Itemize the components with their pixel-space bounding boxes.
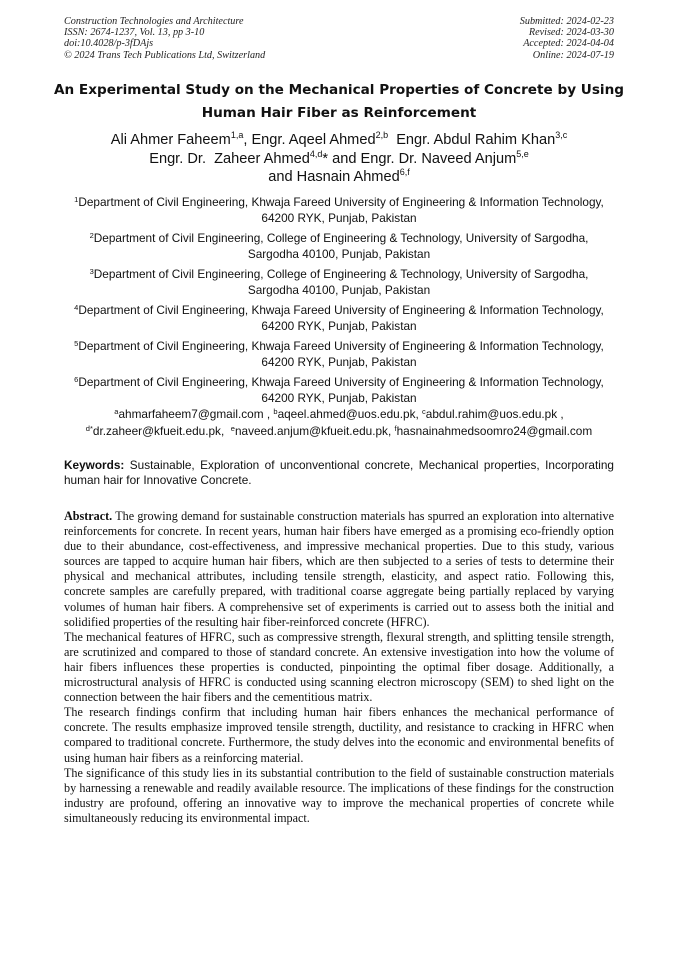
affiliation-sup: 5 xyxy=(74,339,79,348)
email-sep: , xyxy=(557,407,564,421)
revised-date: Revised: 2024-03-30 xyxy=(528,27,614,39)
email-sep: , xyxy=(263,407,274,421)
author-name: Engr. Abdul Rahim Khan xyxy=(396,132,556,148)
affiliation-list xyxy=(64,194,614,410)
issn-line: ISSN: 2674-1237, Vol. 13, pp 3-10 xyxy=(64,27,205,39)
affiliation-3 xyxy=(64,266,614,298)
email-sup: b xyxy=(273,407,278,416)
affiliation-text: Department of Civil Engineering, Khwaja Fareed University of Engineering & Information Technology, 64200 RYK, Punjab, Pakistan xyxy=(78,195,604,225)
author-list xyxy=(40,131,638,187)
author-line-1 xyxy=(40,131,638,150)
email-sup: f xyxy=(394,423,397,433)
affiliation-text: Department of Civil Engineering, College of Engineering & Technology, University of Sargodha, Sargodha 40100, Punjab, Pakistan xyxy=(93,267,589,297)
author-name: Engr. Dr. Naveed Anjum xyxy=(360,150,517,167)
email-link-e[interactable]: naveed.anjum@kfueit.edu.pk xyxy=(234,423,388,438)
author-line-2 xyxy=(40,150,638,169)
email-sep: , xyxy=(415,407,423,421)
affiliation-2 xyxy=(64,230,614,262)
title-line-2: Human Hair Fiber as Reinforcement xyxy=(201,105,477,121)
author-sep: , xyxy=(243,132,252,148)
copyright-line: © 2024 Trans Tech Publications Ltd, Switzerland xyxy=(64,49,266,61)
author-sup: 2,b xyxy=(375,130,389,140)
affiliation-5 xyxy=(64,338,614,370)
online-date: Online: 2024-07-19 xyxy=(532,49,614,61)
submitted-date: Submitted: 2024-02-23 xyxy=(519,16,614,27)
author-sep: * and xyxy=(322,150,361,167)
email-list xyxy=(40,406,638,439)
abstract-label: Abstract. xyxy=(64,509,113,523)
abstract-paragraph-2: The mechanical features of HFRC, such as compressive strength, flexural strength, and splitting tensile strength, are scrutinized and compared to those of standard concrete. An extensive investigation into how the volume of hair fibers influences these properties is conducted, pinpointing the optimal fiber dosage. Additionally, a microstructural analysis of HFRC is conducted using scanning electron microscopy (SEM) to shed light on the connection between the hair fibers and the cementitious matrix. xyxy=(64,629,614,705)
keywords-label: Keywords: xyxy=(64,458,125,472)
affiliation-sup: 2 xyxy=(89,231,94,240)
email-line-1 xyxy=(40,406,638,423)
author-sup: 3,c xyxy=(555,130,568,140)
affiliation-4 xyxy=(64,302,614,334)
author-name: and Hasnain Ahmed xyxy=(268,169,400,185)
abstract-section xyxy=(64,509,614,826)
dates-info xyxy=(520,16,614,61)
affiliation-6 xyxy=(64,374,614,406)
author-sup: 4,d xyxy=(309,148,323,159)
email-link-b[interactable]: aqeel.ahmed@uos.edu.pk xyxy=(277,407,416,421)
affiliation-text: Department of Civil Engineering, College of Engineering & Technology, University of Sargodha, Sargodha 40100, Punjab, Pakistan xyxy=(93,231,589,261)
affiliation-sup: 6 xyxy=(74,375,79,384)
email-line-2 xyxy=(40,423,638,440)
affiliation-text: Department of Civil Engineering, Khwaja Fareed University of Engineering & Information Technology, 64200 RYK, Punjab, Pakistan xyxy=(78,339,604,369)
author-sup: 6,f xyxy=(399,167,410,177)
abstract-paragraph-1 xyxy=(64,509,614,630)
email-link-a[interactable]: ahmarfaheem7@gmail.com xyxy=(118,407,264,421)
email-link-c[interactable]: abdul.rahim@uos.edu.pk xyxy=(425,407,558,421)
affiliation-text: Department of Civil Engineering, Khwaja Fareed University of Engineering & Information Technology, 64200 RYK, Punjab, Pakistan xyxy=(78,303,604,333)
journal-info xyxy=(64,16,265,61)
author-name: Ali Ahmer Faheem xyxy=(110,132,231,148)
email-link-d[interactable]: dr.zaheer@kfueit.edu.pk xyxy=(92,423,221,438)
keywords-section xyxy=(64,458,614,487)
author-line-3 xyxy=(40,168,638,187)
abstract-paragraph-4: The significance of this study lies in its substantial contribution to the field of sustainable construction materials by harnessing a renewable and readily available resource. The implications of these findings for the construction industry are profound, offering an innovative way to improve the mechanical properties of concrete while simultaneously reducing its environmental impact. xyxy=(64,765,614,825)
author-sup: 5,e xyxy=(516,148,529,159)
journal-name: Construction Technologies and Architecture xyxy=(64,16,244,27)
journal-header xyxy=(64,16,614,61)
email-sep: , xyxy=(220,423,231,438)
doi-line[interactable]: doi:10.4028/p-3fDAjs xyxy=(64,38,154,50)
email-link-f[interactable]: hasnainahmedsoomro24@gmail.com xyxy=(396,423,593,438)
keywords-text: Sustainable, Exploration of unconventional concrete, Mechanical properties, Incorporating human hair for Innovative Concrete. xyxy=(64,458,614,487)
abstract-text: The growing demand for sustainable construction materials has spurred an exploration into alternative reinforcements for concrete. In recent years, human hair fibers have emerged as a promising eco-friendly option due to their abundance, cost-effectiveness, and impressive mechanical properties. Due to this study, various sources are tapped to acquire human hair fibers, which are then subjected to a series of tests to determine their physical and mechanical attributes, including tensile strength, elasticity, and aspect ratio. Following this, concrete samples are carefully prepared, with traditional coarse aggregate being partially replaced by varying volumes of human hair fibers. A comprehensive set of experiments is carried out to assess both the initial and solidified properties of the resulting hair fiber-reinforced concrete (HFRC). xyxy=(64,509,614,629)
paper-title xyxy=(40,79,638,125)
title-line-1: An Experimental Study on the Mechanical Properties of Concrete by Using xyxy=(53,82,624,98)
email-sup: e xyxy=(230,423,235,433)
email-sup: d* xyxy=(85,423,93,433)
affiliation-1 xyxy=(64,194,614,226)
author-name: Engr. Aqeel Ahmed xyxy=(251,132,376,148)
author-sup: 1,a xyxy=(230,130,244,140)
author-sep xyxy=(388,132,396,148)
affiliation-text: Department of Civil Engineering, Khwaja Fareed University of Engineering & Information Technology, 64200 RYK, Punjab, Pakistan xyxy=(78,375,604,405)
accepted-date: Accepted: 2024-04-04 xyxy=(523,38,614,50)
affiliation-sup: 3 xyxy=(89,267,94,276)
affiliation-sup: 1 xyxy=(74,195,79,204)
abstract-paragraph-3: The research findings confirm that including human hair fibers enhances the mechanical performance of concrete. The results emphasize improved tensile strength, ductility, and resistance to cracking in HFRC when compared to traditional concrete. Furthermore, the study delves into the economic and environmental benefits of using human hair fibers as a reinforcing material. xyxy=(64,705,614,765)
email-sep: , xyxy=(387,423,395,438)
email-sup: c xyxy=(422,407,426,416)
author-name: Engr. Dr. Zaheer Ahmed xyxy=(149,150,310,167)
affiliation-sup: 4 xyxy=(74,303,79,312)
email-sup: a xyxy=(114,407,119,416)
